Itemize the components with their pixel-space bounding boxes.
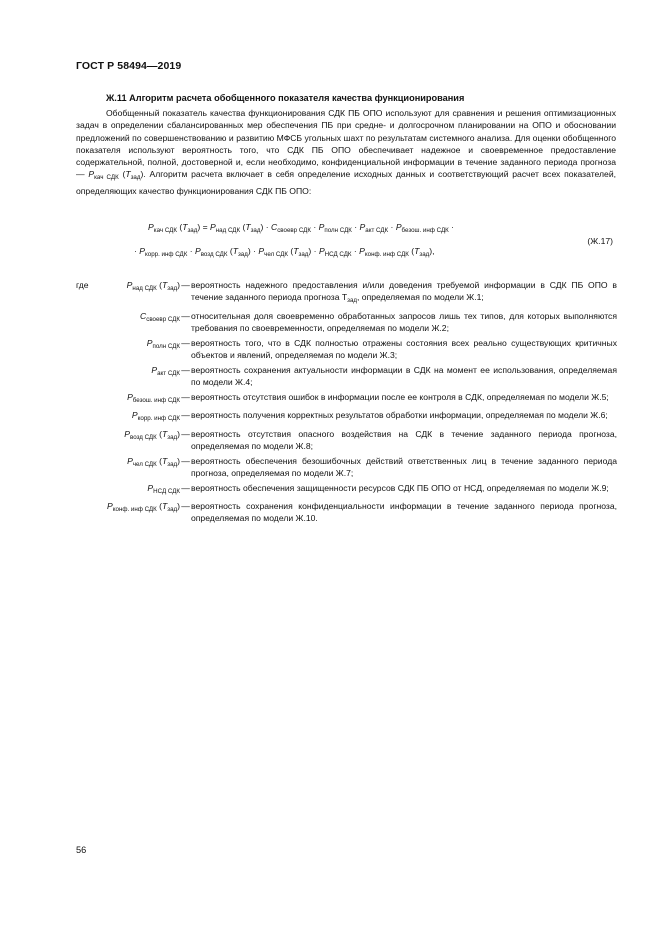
definition-row bbox=[76, 279, 617, 308]
definition-row bbox=[76, 337, 617, 362]
definition-row bbox=[76, 310, 617, 335]
definition-row bbox=[76, 391, 617, 407]
definition-dash: — bbox=[181, 482, 190, 493]
intro-paragraph: Обобщенный показатель качества функционирования СДК ПБ ОПО используют для сравнения и решения оптимизационных задач в определении сбалансированных мер обеспечения ПБ при средне- и долгосрочном планировании на ОПО и обосновании предложений по совершенствованию и развитию МФСБ угольных шахт по результатам системного анализа. Для оценки обобщенного показателя используют вероятность того, что СДК ПБ ОПО обеспечивает надежное и своевременное предоставление содержательной, полной, достоверной и, если необходимо, конфиденциальной информации в течение заданного периода прогноза — $P_{кач СДК}$ $(T_{зад})$. Алгоритм расчета включает в себя определение исходных данных и соответствующий расчет всех показателей, определяющих качество функционирования СДК ПБ ОПО: bbox=[76, 108, 617, 196]
formula-term-symbol-sub: кач СДК bbox=[153, 227, 177, 234]
intro-arg: T bbox=[125, 169, 131, 180]
definition-text-body: вероятность обеспечения защищенности ресурсов СДК ПБ ОПО от НСД, определяемая по модели Ж.9; bbox=[191, 482, 609, 493]
definition-arg: T bbox=[161, 428, 168, 439]
definition-text bbox=[191, 310, 617, 335]
formula-term-arg-sub: зад bbox=[187, 227, 198, 234]
formula-term-symbol-sub: корр. инф СДК bbox=[144, 251, 188, 258]
definition-text-body: вероятность получения корректных результатов обработки информации, определяемая по модели Ж.6; bbox=[191, 410, 608, 421]
definition-symbol: P bbox=[127, 455, 133, 466]
definition-dash: — bbox=[181, 501, 190, 512]
definition-symbol: P bbox=[126, 280, 133, 290]
definition-text bbox=[191, 279, 617, 308]
definition-symbol: P bbox=[146, 337, 153, 348]
formula-term-arg: T bbox=[293, 246, 299, 256]
definition-text-body: вероятность надежного предоставления и/или доведения требуемой информации в СДК ПБ ОПО в течение заданного периода прогноза T bbox=[191, 280, 617, 303]
definition-symbol: $P_{возд СДК}$ $(T_{зад})$ bbox=[124, 428, 180, 441]
intro-symbol: P bbox=[88, 169, 95, 180]
definition-text-sub: зад bbox=[347, 297, 358, 305]
definition-dash: — bbox=[181, 428, 190, 439]
formula-term-symbol-sub: над СДК bbox=[215, 227, 241, 234]
definition-symbol-sub: своевр СДК bbox=[146, 315, 180, 323]
definition-arg: T bbox=[161, 280, 168, 290]
definition-arg-sub: зад bbox=[167, 460, 178, 468]
formula-term-symbol-sub: возд СДК bbox=[200, 251, 228, 258]
formula-term-symbol-sub: конф. инф СДК bbox=[364, 251, 409, 258]
formula-term-symbol: P bbox=[139, 246, 145, 256]
definition-arg-sub: зад bbox=[167, 433, 178, 441]
definition-symbol: P bbox=[131, 410, 138, 421]
definition-row bbox=[76, 364, 617, 389]
formula-term-symbol: C bbox=[270, 222, 278, 232]
definition-row bbox=[76, 428, 617, 453]
definition-symbol-sub: НСД СДК bbox=[153, 487, 180, 495]
definition-symbol-sub: безош. инф СДК bbox=[132, 396, 180, 404]
definition-symbol-sub: корр. инф СДК bbox=[137, 415, 180, 423]
definition-dash: — bbox=[181, 364, 190, 375]
definition-symbol: P bbox=[147, 482, 154, 493]
formula-term-symbol: P bbox=[395, 222, 402, 232]
formula-term-arg-sub: зад bbox=[250, 227, 261, 234]
definition-symbol-sub: над СДК bbox=[132, 285, 157, 292]
definition-text bbox=[191, 500, 617, 525]
intro-symbol-sub: кач СДК bbox=[94, 174, 119, 182]
formula-line-1: $P_{кач СДК}$ $(T_{зад}) = P_{над СДК}$ $(T_{зад}) \cdot C_{своевр СДК} \cdot P_{полн СДК} \cdot P_{акт СДК} \cdot P_{безош. инф СДК}$ · bbox=[148, 222, 454, 234]
definition-text-body: вероятность сохранения конфиденциальности информации в течение заданного периода прогноза, определяемая по модели Ж.10. bbox=[191, 501, 617, 524]
definition-dash: — bbox=[181, 455, 190, 466]
where-label: где bbox=[76, 280, 89, 290]
definition-dash: — bbox=[181, 391, 190, 402]
formula-term-symbol: P bbox=[210, 222, 216, 232]
definition-arg: T bbox=[161, 455, 168, 466]
definition-row bbox=[76, 455, 617, 480]
definition-symbol-sub: акт СДК bbox=[157, 369, 180, 377]
intro-text: Обобщенный показатель качества функционирования СДК ПБ ОПО используют для сравнения и решения оптимизационных задач в определении сбалансированных мер обеспечения ПБ при средне- и долгосрочном планировании на ОПО и обосновании предложений по совершенствованию и развитию МФСБ угольных шахт по результатам системного анализа. Для оценки обобщенного показателя используют вероятность того, что СДК ПБ ОПО обеспечивает надежное и своевременное предоставление содержательной, полной, достоверной и, если необходимо, конфиденциальной информации в течение заданного периода прогноза — bbox=[76, 108, 616, 180]
definition-text-body: вероятность сохранения актуальности информации в СДК на момент ее использования, определяемая по модели Ж.4; bbox=[191, 364, 617, 387]
definition-symbol: P bbox=[151, 364, 158, 375]
page-number: 56 bbox=[76, 845, 87, 855]
formula-term-symbol: P bbox=[258, 246, 265, 256]
formula-term-arg-sub: зад bbox=[298, 251, 309, 258]
intro-tail: Алгоритм расчета включает в себя определение исходных данных и соответствующий расчет всех показателей, определяющих качество функционирования СДК ПБ ОПО: bbox=[76, 169, 617, 196]
definition-text bbox=[191, 428, 617, 453]
definition-symbol: P bbox=[124, 428, 130, 439]
definition-row bbox=[76, 409, 617, 425]
definition-symbol-sub: конф. инф СДК bbox=[112, 506, 157, 514]
definition-symbol: где $P_{над СДК}$ $(T_{зад})$ bbox=[76, 280, 180, 292]
definition-row bbox=[76, 500, 617, 525]
definition-symbol-sub: возд СДК bbox=[129, 433, 157, 441]
formula-number: (Ж.17) bbox=[587, 236, 613, 246]
formula-term-arg: T bbox=[232, 246, 238, 256]
formula-term-symbol-sub: НСД СДК bbox=[324, 251, 352, 258]
definition-text bbox=[191, 337, 617, 362]
definition-symbol: C bbox=[140, 310, 147, 321]
definition-symbol-sub: полн СДК bbox=[152, 342, 180, 350]
formula-term-symbol-sub: своевр СДК bbox=[277, 227, 311, 234]
definition-text-body: вероятность обеспечения безошибочных действий ответственных лиц в течение заданного периода прогноза, определяемая по модели Ж.7; bbox=[191, 455, 617, 478]
definition-symbol: P bbox=[107, 501, 113, 512]
formula-line-2: · $P_{корр. инф СДК} \cdot P_{возд СДК}$ $(T_{зад}) \cdot P_{чел СДК}$ $(T_{зад}) \cdot P_{НСД СДК} \cdot P_{конф. инф СДК}$ $(T_{зад})$, bbox=[134, 246, 435, 258]
definition-text-body: вероятность того, что в СДК полностью отражены состояния всех реально существующих критичных объектов и явлений, определяемая по модели Ж.3; bbox=[191, 337, 617, 361]
formula-term-symbol: P bbox=[359, 246, 365, 256]
formula-term-symbol: P bbox=[318, 222, 325, 232]
definition-arg-sub: зад bbox=[167, 506, 178, 514]
formula-term-arg-sub: зад bbox=[419, 251, 430, 258]
formula-term-symbol-sub: акт СДК bbox=[365, 227, 389, 234]
definition-text bbox=[191, 482, 617, 498]
definition-dash: — bbox=[181, 410, 190, 421]
definition-symbol bbox=[76, 482, 180, 498]
document-header: ГОСТ Р 58494—2019 bbox=[76, 60, 182, 72]
section-title: Ж.11 Алгоритм расчета обобщенного показателя качества функционирования bbox=[106, 93, 465, 103]
formula-term-symbol-sub: полн СДК bbox=[324, 227, 352, 234]
formula-term-symbol: P bbox=[148, 222, 154, 232]
definition-symbol: $P_{чел СДК}$ $(T_{зад})$ bbox=[127, 455, 180, 468]
definition-text-body: вероятность отсутствия ошибок в информации после ее контроля в СДК, определяемая по модели Ж.5; bbox=[191, 391, 609, 402]
definition-row bbox=[76, 482, 617, 498]
definition-arg: T bbox=[161, 501, 168, 512]
definition-text bbox=[191, 409, 617, 425]
formula-term-symbol-sub: безош. инф СДК bbox=[401, 227, 449, 234]
definition-symbol: P bbox=[127, 391, 133, 402]
definition-symbol-sub: чел СДК bbox=[132, 460, 157, 468]
definition-text bbox=[191, 364, 617, 389]
definition-symbol bbox=[76, 364, 180, 389]
definition-text bbox=[191, 455, 617, 480]
formula-term-symbol: P bbox=[359, 222, 366, 232]
definition-symbol bbox=[76, 391, 180, 407]
formula-term-arg: T bbox=[414, 246, 420, 256]
formula-term-arg: T bbox=[182, 222, 188, 232]
intro-arg-sub: зад bbox=[130, 174, 141, 182]
definition-text-body: вероятность отсутствия опасного воздействия на СДК в течение заданного периода прогноза, определяемая по модели Ж.8; bbox=[191, 428, 617, 452]
formula-term-arg: T bbox=[245, 222, 251, 232]
formula-term-symbol: P bbox=[194, 246, 201, 256]
definition-symbol bbox=[76, 337, 180, 362]
definition-dash: — bbox=[181, 310, 190, 321]
definition-dash: — bbox=[181, 337, 190, 348]
definition-text-tail: , определяемая по модели Ж.1; bbox=[357, 292, 484, 303]
definition-text bbox=[191, 391, 617, 407]
definition-symbol bbox=[76, 409, 180, 425]
formula-term-arg-sub: зад bbox=[237, 251, 248, 258]
definition-symbol bbox=[76, 310, 180, 335]
formula-term-symbol: P bbox=[318, 246, 325, 256]
definition-arg-sub: зад bbox=[167, 285, 178, 292]
definition-dash: — bbox=[181, 280, 190, 290]
definition-symbol: $P_{конф. инф СДК}$ $(T_{зад})$ bbox=[107, 501, 180, 514]
definition-text-body: относительная доля своевременно обработанных запросов лишь тех типов, для которых выполняются требования по своевременности, определяемая по модели Ж.2; bbox=[191, 310, 617, 334]
definitions-list bbox=[76, 279, 617, 527]
formula-term-symbol-sub: чел СДК bbox=[264, 251, 289, 258]
